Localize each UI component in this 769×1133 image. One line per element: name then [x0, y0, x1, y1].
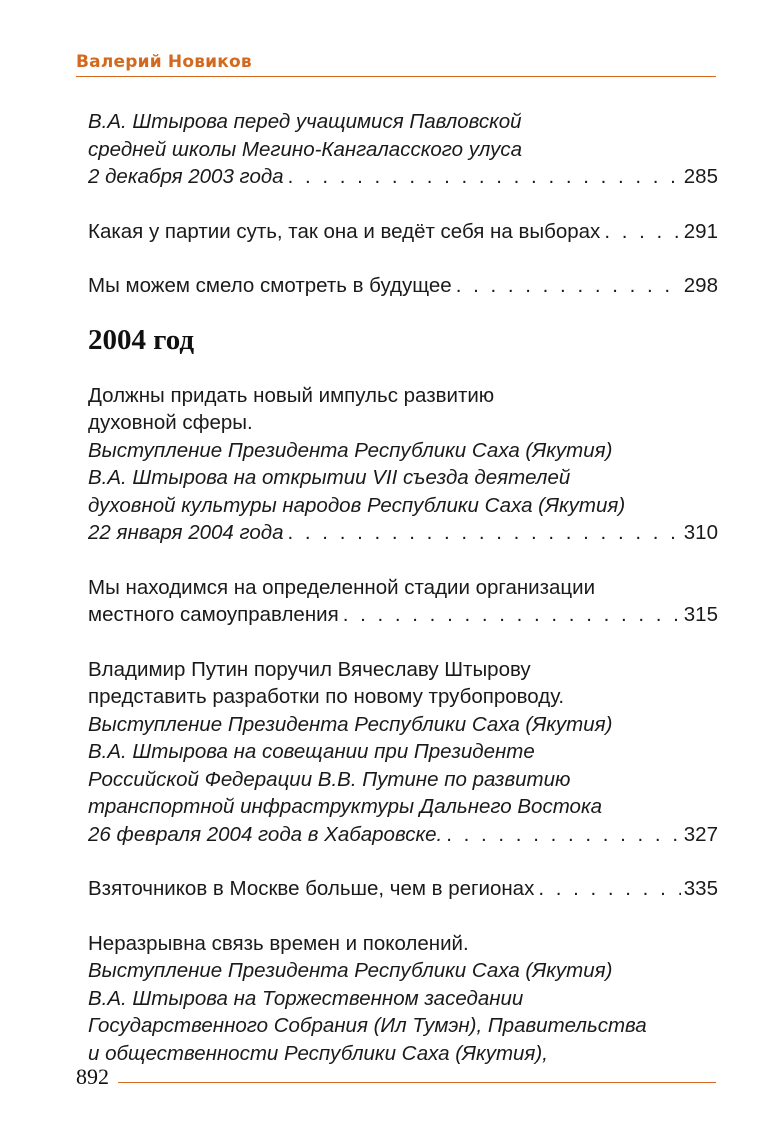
toc-entry[interactable] — [88, 218, 718, 246]
toc-line-with-page — [88, 218, 718, 246]
toc-line-text: духовной культуры народов Республики Саха (Якутия) — [88, 493, 626, 517]
toc-entry[interactable] — [88, 656, 718, 849]
dot-leader — [446, 821, 681, 849]
toc-line-text: Российской Федерации В.В. Путине по развитию — [88, 767, 571, 791]
page-reference[interactable]: 327 — [683, 822, 718, 846]
toc-line-text: В.А. Штырова на совещании при Президенте — [88, 740, 535, 763]
toc-line-with-page — [88, 821, 718, 849]
toc-line-text: представить разработки по новому трубопроводу. — [88, 685, 565, 708]
toc-line-with-page — [88, 272, 718, 300]
dot-leader — [288, 163, 681, 191]
toc-content — [88, 108, 718, 1067]
toc-line-text: средней школы Мегино-Кангаласского улуса — [88, 137, 523, 161]
entry-spacer — [88, 629, 718, 656]
toc-line-text: В.А. Штырова на Торжественном заседании — [88, 986, 524, 1010]
entry-spacer — [88, 245, 718, 272]
toc-line-text: Неразрывна связь времен и поколений. — [88, 931, 469, 955]
header-rule — [76, 76, 716, 77]
toc-line-text: Выступление Президента Республики Саха (Якутия) — [88, 438, 613, 462]
dot-leader — [604, 218, 680, 246]
toc-line-text: духовной сферы. — [88, 411, 253, 434]
page-number: 892 — [76, 1064, 109, 1089]
author-name: Валерий Новиков — [76, 52, 252, 72]
page-reference[interactable]: 310 — [683, 521, 718, 544]
toc-line-with-page — [88, 601, 718, 629]
toc-line-text: Должны придать новый импульс развитию — [88, 383, 495, 407]
toc-line-text: 26 февраля 2004 года в Хабаровске. — [88, 822, 443, 846]
toc-line-text: местного самоуправления — [88, 603, 339, 626]
toc-line-text: 2 декабря 2003 года — [88, 165, 284, 188]
toc-line-text: Выступление Президента Республики Саха (Якутия) — [88, 712, 613, 736]
page-reference[interactable]: 291 — [683, 219, 718, 243]
toc-entry[interactable] — [88, 382, 718, 547]
page-reference[interactable]: 298 — [683, 274, 718, 297]
toc-entry[interactable] — [88, 930, 718, 1068]
toc-line-text: Государственного Собрания (Ил Тумэн), Правительства — [88, 1014, 647, 1037]
toc-line-text: и общественности Республики Саха (Якутия), — [88, 1041, 548, 1065]
dot-leader — [288, 519, 681, 547]
toc-line-text: Взяточников в Москве больше, чем в регионах — [88, 877, 535, 900]
toc-line-text: В.А. Штырова на открытии VII съезда деятелей — [88, 466, 571, 489]
toc-line-with-page — [88, 519, 718, 547]
page-reference[interactable]: 335 — [683, 877, 718, 900]
toc-entry[interactable] — [88, 108, 718, 191]
page-reference[interactable]: 315 — [683, 603, 718, 626]
toc-line-text: Мы находимся на определенной стадии организации — [88, 575, 596, 599]
toc-entry[interactable] — [88, 574, 718, 629]
toc-line-text: 22 января 2004 года — [88, 521, 284, 544]
toc-line-text: Мы можем смело смотреть в будущее — [88, 274, 452, 297]
footer-rule — [118, 1082, 716, 1083]
toc-entry[interactable] — [88, 875, 718, 903]
entry-spacer — [88, 191, 718, 218]
toc-list-2004 — [88, 382, 718, 1068]
page-reference[interactable]: 285 — [683, 165, 718, 188]
toc-line-text: Владимир Путин поручил Вячеславу Штырову — [88, 657, 531, 681]
toc-line-text: Выступление Президента Республики Саха (Якутия) — [88, 959, 613, 982]
toc-entry[interactable] — [88, 272, 718, 300]
toc-line-text: транспортной инфраструктуры Дальнего Востока — [88, 795, 603, 818]
dot-leader — [456, 272, 681, 300]
section-title: 2004 год — [88, 323, 195, 356]
toc-list-2003 — [88, 108, 718, 300]
toc-line-with-page — [88, 163, 718, 191]
toc-line-text: Какая у партии суть, так она и ведёт себя на выборах — [88, 219, 601, 243]
toc-line-with-page — [88, 875, 718, 903]
toc-line-text: В.А. Штырова перед учащимися Павловской — [88, 110, 522, 133]
dot-leader — [343, 601, 681, 629]
entry-spacer — [88, 547, 718, 574]
entry-spacer — [88, 848, 718, 875]
entry-spacer — [88, 903, 718, 930]
dot-leader — [538, 875, 680, 903]
